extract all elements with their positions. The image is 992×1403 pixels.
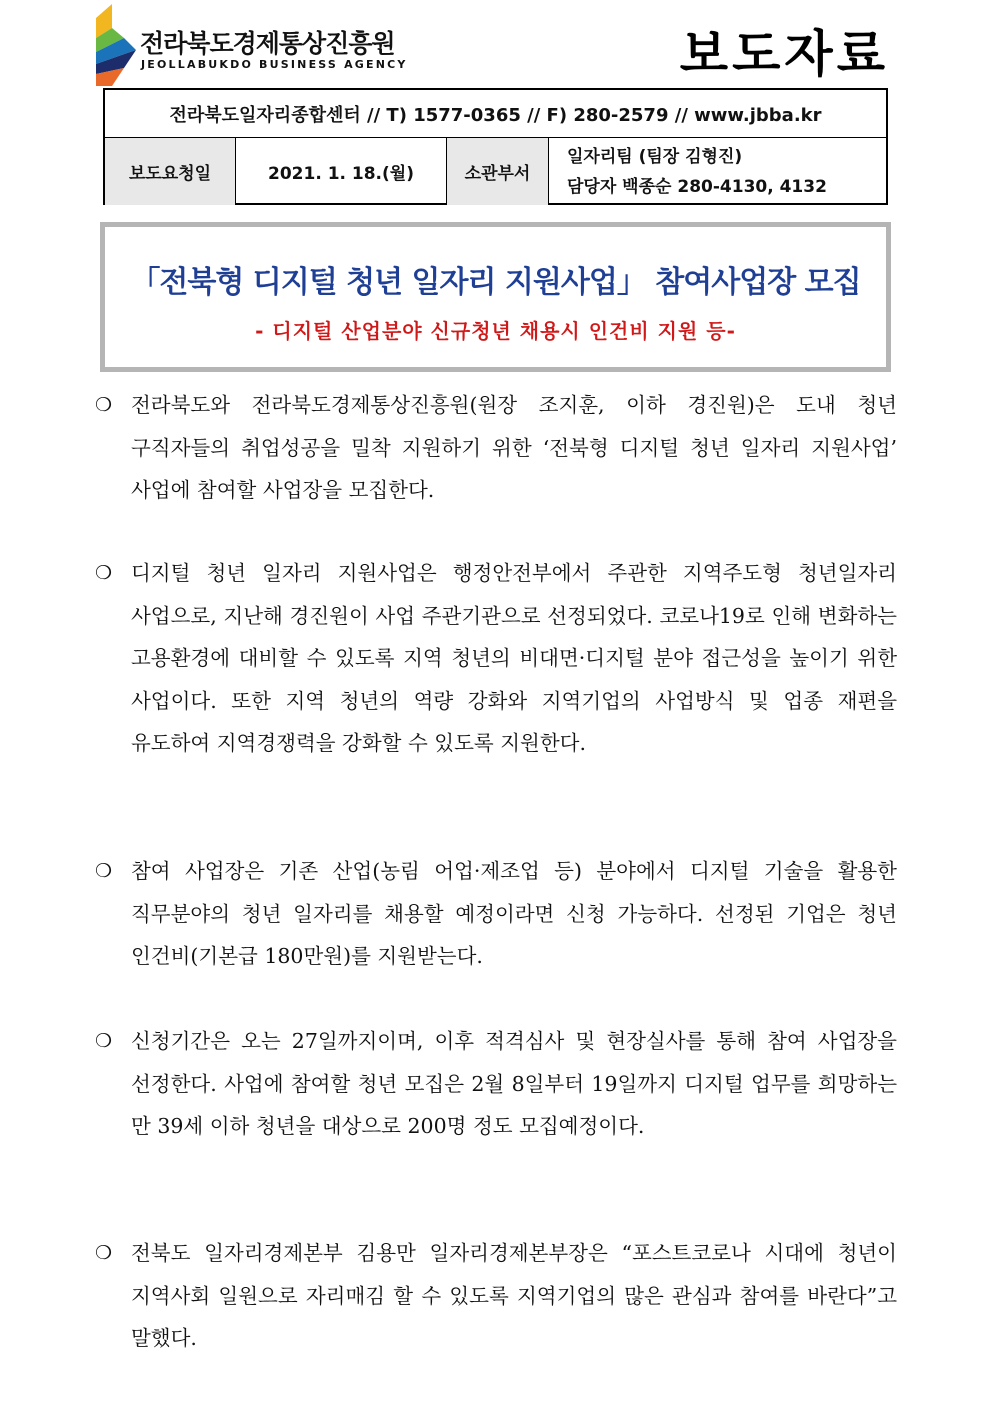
paragraph <box>95 552 897 765</box>
paragraph <box>95 1020 897 1148</box>
org-logo <box>94 4 408 88</box>
paragraph-text: 전북도 일자리경제본부 김용만 일자리경제본부장은 “포스트코로나 시대에 청년이 지역사회 일원으로 자리매김 할 수 있도록 지역기업의 많은 관심과 참여를 바란다”고 말했다. <box>131 1241 897 1350</box>
paragraph-text: 디지털 청년 일자리 지원사업은 행정안전부에서 주관한 지역주도형 청년일자리 사업으로, 지난해 경진원이 사업 주관기관으로 선정되었다. 코로나19로 인해 변화하는 고용환경에 대비할 수 있도록 지역 청년의 비대면·디지털 분야 접근성을 높이기 위한 사업이다. 또한 지역 청년의 역량 강화와 지역기업의 사업방식 및 업종 재편을 유도하여 지역경쟁력을 강화할 수 있도록 지원한다. <box>131 561 897 755</box>
org-name: 전라북도경제통상진흥원 <box>140 29 395 58</box>
document-type: 보도자료 <box>679 25 889 83</box>
department-info <box>549 138 886 205</box>
logo-mark-icon <box>94 4 138 88</box>
request-date-label: 보도요청일 <box>105 138 236 205</box>
department-team: 일자리팀 (팀장 김형진) <box>567 146 743 167</box>
contact-line: 전라북도일자리종합센터 // T) 1577-0365 // F) 280-2579 // www.jbba.kr <box>105 90 886 138</box>
paragraph-text: 전라북도와 전라북도경제통상진흥원(원장 조지훈, 이하 경진원)은 도내 청년 구직자들의 취업성공을 밀착 지원하기 위한 ‘전북형 디지털 청년 일자리 지원사업’ 사업에 참여할 사업장을 모집한다. <box>131 393 897 502</box>
department-contact: 담당자 백종순 280-4130, 4132 <box>567 176 827 197</box>
bullet-icon: ❍ <box>95 394 113 416</box>
bullet-icon: ❍ <box>95 1242 113 1264</box>
bullet-icon: ❍ <box>95 562 113 584</box>
headline-subtitle: - 디지털 산업분야 신규청년 채용시 인건비 지원 등- <box>255 319 736 343</box>
bullet-icon: ❍ <box>95 860 113 882</box>
paragraph <box>95 850 897 978</box>
info-table <box>103 88 888 205</box>
headline-box <box>100 222 891 372</box>
paragraph <box>95 384 897 512</box>
paragraph-text: 신청기간은 오는 27일까지이며, 이후 적격심사 및 현장실사를 통해 참여 사업장을 선정한다. 사업에 참여할 청년 모집은 2월 8일부터 19일까지 디지털 업무를 희망하는 만 39세 이하 청년을 대상으로 200명 정도 모집예정이다. <box>131 1029 897 1138</box>
bullet-icon: ❍ <box>95 1030 113 1052</box>
request-date: 2021. 1. 18.(월) <box>236 138 447 205</box>
paragraph-text: 참여 사업장은 기존 산업(농림 어업·제조업 등) 분야에서 디지털 기술을 활용한 직무분야의 청년 일자리를 채용할 예정이라면 신청 가능하다. 선정된 기업은 청년 인건비(기본급 180만원)를 지원받는다. <box>131 859 897 968</box>
org-name-english: JEOLLABUKDO BUSINESS AGENCY <box>141 58 408 71</box>
paragraph <box>95 1232 897 1360</box>
department-label: 소관부서 <box>447 138 549 205</box>
headline-title: 「전북형 디지털 청년 일자리 지원사업」 참여사업장 모집 <box>130 265 861 300</box>
